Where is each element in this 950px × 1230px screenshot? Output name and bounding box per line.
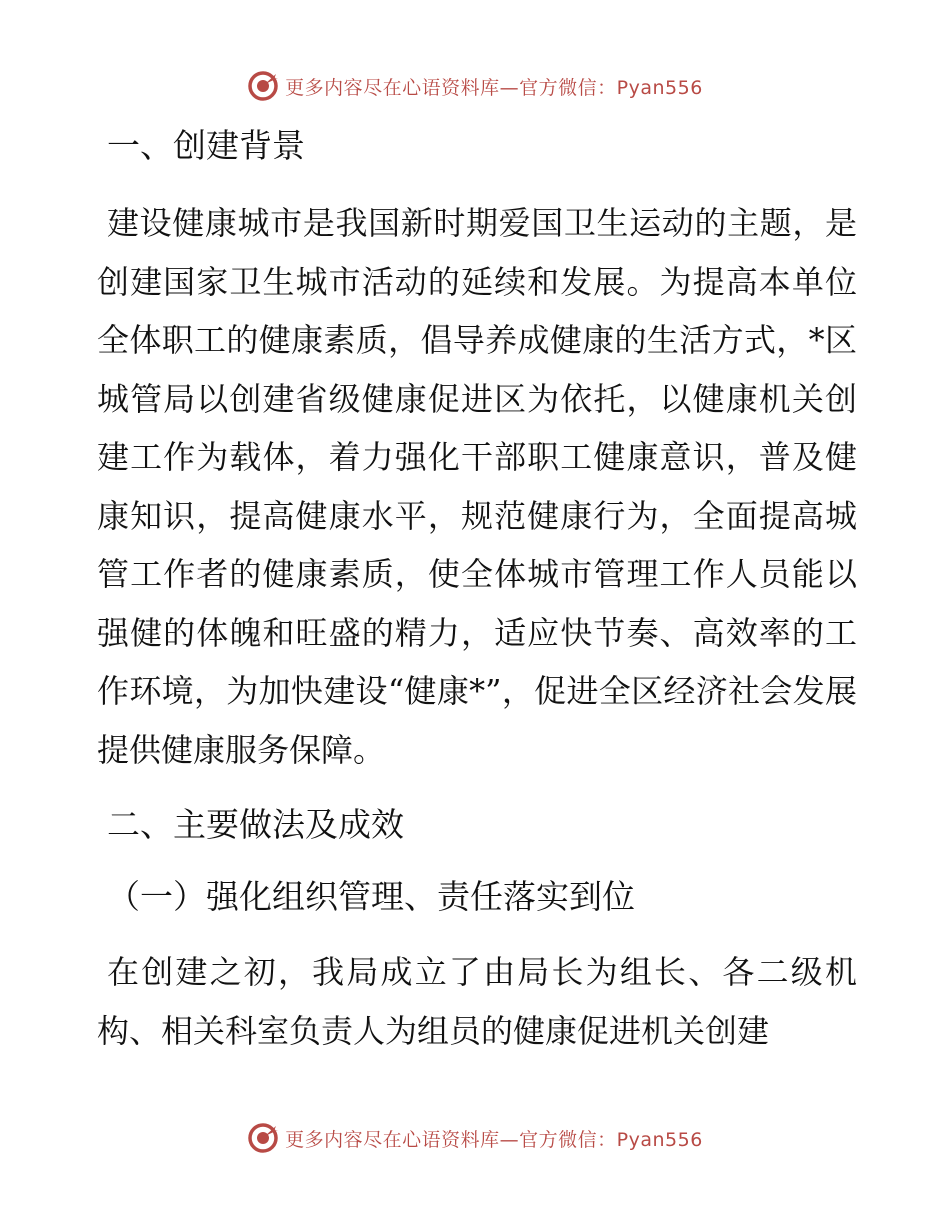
section-heading-background: 一、创建背景 [107,126,305,165]
logo-icon [247,70,279,102]
header-watermark [0,70,950,102]
section-heading-practices: 二、主要做法及成效 [107,805,404,844]
document-body [97,120,857,1060]
watermark-text: 更多内容尽在心语资料库—官方微信：Pyan556 [285,1128,703,1151]
footer-watermark [0,1122,950,1154]
watermark-text: 更多内容尽在心语资料库—官方微信：Pyan556 [285,76,703,99]
logo-icon [247,1122,279,1154]
paragraph-organization: 在创建之初，我局成立了由局长为组长、各二级机构、相关科室负责人为组员的健康促进机关创建 [97,953,857,1050]
subsection-heading-organization: （一）强化组织管理、责任落实到位 [107,877,635,916]
paragraph-background: 建设健康城市是我国新时期爱国卫生运动的主题，是创建国家卫生城市活动的延续和发展。为提高本单位全体职工的健康素质，倡导养成健康的生活方式，*区城管局以创建省级健康促进区为依托，以健康机关创建工作为载体，着力强化干部职工健康意识，普及健康知识，提高健康水平，规范健康行为，全面提高城管工作者的健康素质，使全体城市管理工作人员能以强健的体魄和旺盛的精力，适应快节奏、高效率的工作环境，为加快建设“健康*”，促进全区经济社会发展提供健康服务保障。 [97,204,857,769]
